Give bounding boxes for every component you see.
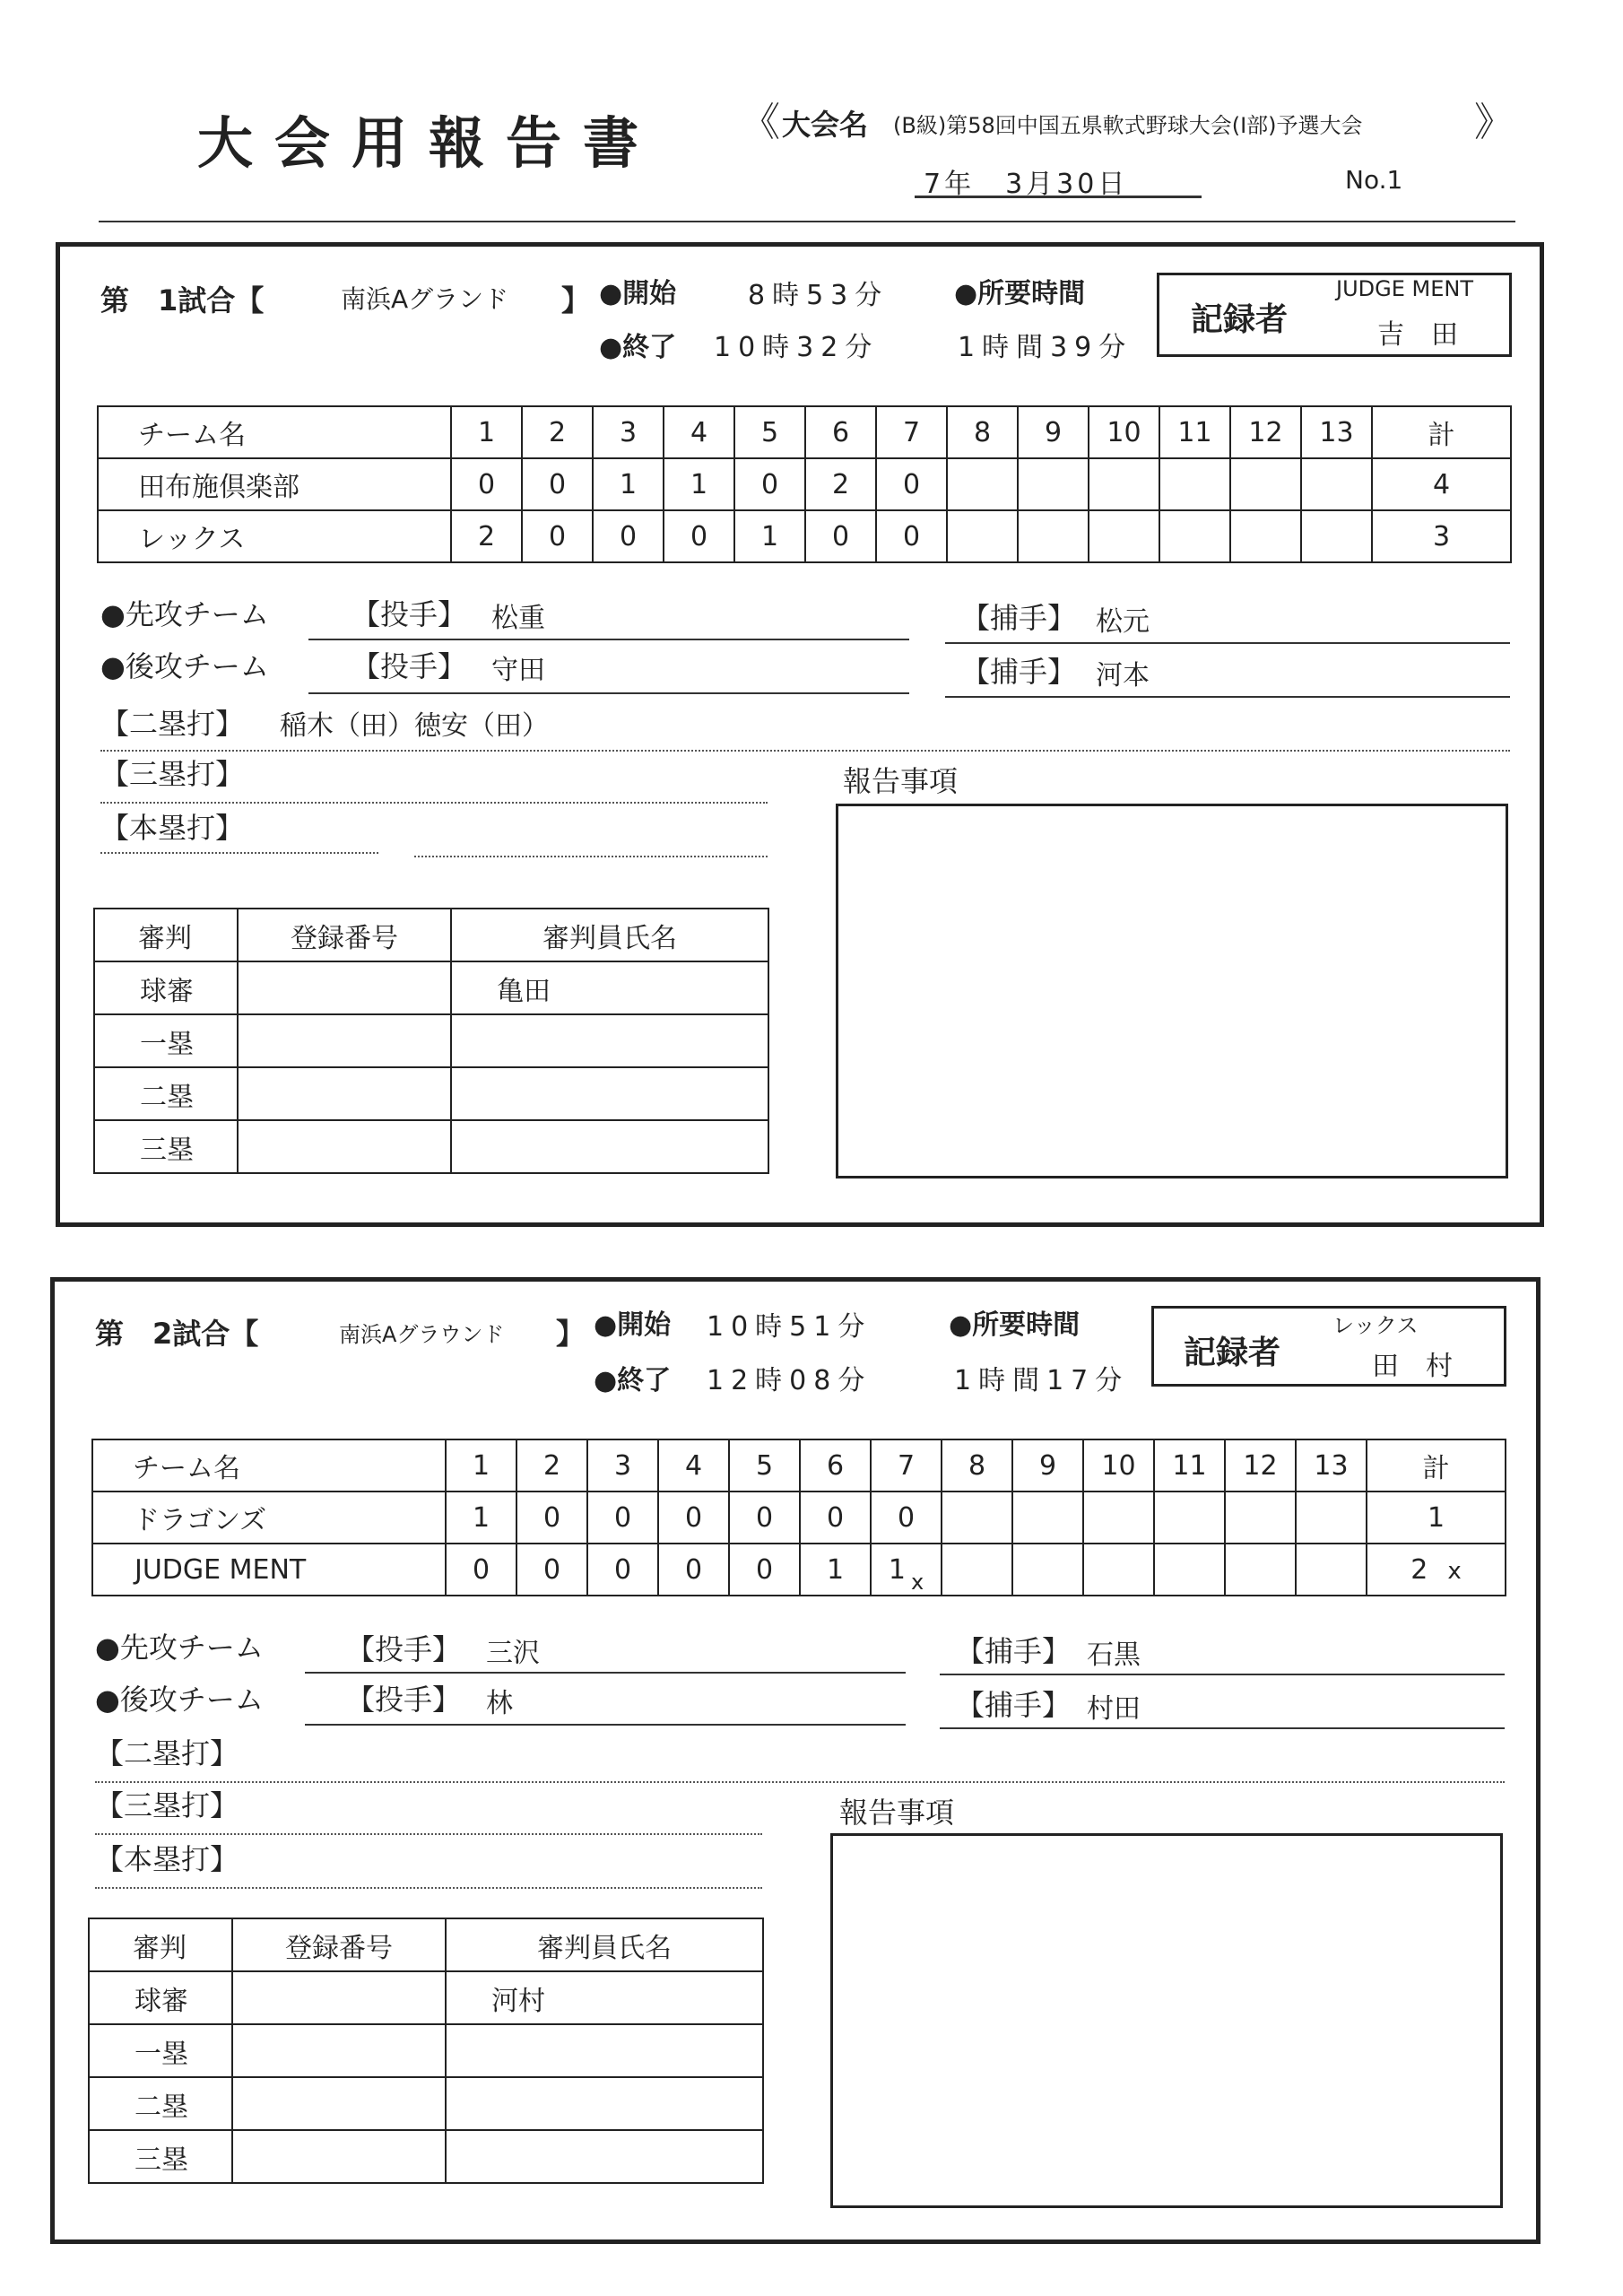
inning-score [1083, 1492, 1154, 1544]
team-name: レックス [98, 510, 451, 562]
start-time: 8時53分 [748, 280, 890, 311]
tournament-name: (B級)第58回中国五県軟式野球大会(Ⅰ部)予選大会 [893, 113, 1363, 138]
second-catcher: 河本 [1096, 660, 1150, 691]
umpire-table [88, 1918, 764, 2184]
total-score: 3 [1372, 510, 1511, 562]
inning-header: 5 [729, 1439, 800, 1492]
triple-label: 【三塁打】 [100, 757, 245, 791]
recorder-team: JUDGE MENT [1336, 276, 1473, 301]
inning-header: 9 [1018, 406, 1089, 458]
first-pitcher: 三沢 [486, 1638, 540, 1669]
report-label: 報告事項 [843, 764, 959, 798]
inning-header: 13 [1301, 406, 1372, 458]
umpire-header: 登録番号 [232, 1918, 446, 1971]
duration-value: 1時間17分 [954, 1365, 1130, 1396]
inning-score [1089, 458, 1159, 510]
header-rule [99, 221, 1515, 222]
pitcher-label: 【投手】 [352, 649, 467, 683]
umpire-row [94, 1014, 768, 1067]
inning-score: 0 [729, 1492, 800, 1544]
ground-bracket-close: 】 [561, 283, 591, 317]
report-date: 7年 3月30日 [924, 169, 1129, 200]
scoreboard-row [92, 1492, 1506, 1544]
first-team-label: ●先攻チーム [95, 1631, 264, 1665]
end-time: 12時08分 [707, 1365, 872, 1396]
inning-score [1301, 510, 1372, 562]
first-pitcher-line [305, 1672, 906, 1674]
inning-score [1159, 510, 1230, 562]
umpire-reg-number [232, 2024, 446, 2077]
tournament-label: 大会名 [782, 108, 869, 142]
end-time: 10時32分 [714, 332, 880, 363]
game-label: 第 2試合【 [95, 1317, 259, 1351]
inning-score [1296, 1544, 1367, 1596]
umpire-name [446, 2130, 763, 2183]
report-label: 報告事項 [839, 1796, 955, 1830]
umpire-row [89, 2077, 763, 2130]
inning-score [1154, 1544, 1225, 1596]
umpire-name [446, 2077, 763, 2130]
umpire-row [94, 1120, 768, 1173]
team-name: 田布施倶楽部 [98, 458, 451, 510]
first-catcher-line [940, 1674, 1505, 1675]
umpire-reg-number [238, 1014, 451, 1067]
pitcher-label: 【投手】 [352, 597, 467, 631]
inning-score: 0 [451, 458, 522, 510]
umpire-header: 審判員氏名 [446, 1918, 763, 1971]
inning-score: 0 [800, 1492, 871, 1544]
inning-score [1301, 458, 1372, 510]
umpire-reg-number [238, 1067, 451, 1120]
inning-score: 1 [664, 458, 734, 510]
inning-header: 12 [1230, 406, 1301, 458]
inning-score [1083, 1544, 1154, 1596]
second-pitcher-line [305, 1724, 906, 1726]
inning-score [1018, 510, 1089, 562]
inning-score: 0 [658, 1492, 729, 1544]
umpire-position: 球審 [94, 961, 238, 1014]
recorder-label: 記録者 [1191, 301, 1289, 338]
catcher-label: 【捕手】 [961, 601, 1077, 635]
double-label: 【二塁打】 [100, 707, 245, 741]
inning-header: 1 [451, 406, 522, 458]
report-number: No.1 [1345, 165, 1403, 195]
inning-score-value: 1 [888, 1553, 906, 1586]
inning-score [1230, 458, 1301, 510]
inning-score: 0 [658, 1544, 729, 1596]
double-line [95, 1781, 1505, 1783]
inning-score [1012, 1544, 1083, 1596]
total-score: 4 [1372, 458, 1511, 510]
umpire-position: 三塁 [94, 1120, 238, 1173]
umpire-name [451, 1067, 768, 1120]
inning-score: 0 [876, 510, 947, 562]
inning-score-7 [871, 1544, 942, 1596]
umpire-table [93, 908, 769, 1174]
inning-header: 6 [800, 1439, 871, 1492]
bracket-open: 《 [741, 100, 780, 145]
team-name-header: チーム名 [98, 406, 451, 458]
inning-header: 6 [805, 406, 876, 458]
inning-header: 5 [734, 406, 805, 458]
pitcher-label: 【投手】 [346, 1683, 462, 1717]
inning-header: 4 [664, 406, 734, 458]
total-header: 計 [1372, 406, 1511, 458]
first-pitcher: 松重 [491, 603, 545, 634]
inning-score: 0 [805, 510, 876, 562]
total-header: 計 [1367, 1439, 1506, 1492]
umpire-header-row [89, 1918, 763, 1971]
duration-label: ●所要時間 [954, 278, 1086, 309]
inning-score: 2 [805, 458, 876, 510]
ground-bracket-close: 】 [556, 1317, 586, 1351]
inning-score: 0 [522, 458, 593, 510]
scoreboard-row [98, 510, 1511, 562]
umpire-position: 三塁 [89, 2130, 232, 2183]
start-label: ●開始 [599, 278, 677, 309]
total-score-cell [1367, 1544, 1506, 1596]
team-name-header: チーム名 [92, 1439, 446, 1492]
second-pitcher: 守田 [491, 655, 545, 686]
recorder-label: 記録者 [1184, 1335, 1281, 1371]
homerun-label: 【本塁打】 [100, 811, 245, 845]
inning-score: 0 [446, 1544, 516, 1596]
second-catcher: 村田 [1087, 1693, 1141, 1725]
inning-score: 0 [587, 1544, 658, 1596]
x-mark: x [910, 1569, 924, 1595]
game-label: 第 1試合【 [100, 283, 265, 317]
team-name: JUDGE MENT [92, 1544, 446, 1596]
umpire-reg-number [238, 1120, 451, 1173]
umpire-name [451, 1120, 768, 1173]
inning-score: 0 [593, 510, 664, 562]
duration-label: ●所要時間 [949, 1309, 1081, 1341]
start-time: 10時51分 [707, 1311, 872, 1343]
umpire-row [89, 2024, 763, 2077]
scoreboard [97, 405, 1512, 563]
first-pitcher-line [308, 639, 909, 640]
umpire-header-row [94, 909, 768, 961]
inning-score [947, 510, 1018, 562]
scoreboard-row [98, 458, 1511, 510]
second-team-label: ●後攻チーム [95, 1683, 264, 1717]
recorder-name: 吉 田 [1377, 319, 1458, 351]
homerun-label: 【本塁打】 [95, 1842, 239, 1876]
first-catcher-line [945, 642, 1510, 644]
umpire-row [94, 1067, 768, 1120]
inning-header: 12 [1225, 1439, 1296, 1492]
double-label: 【二塁打】 [95, 1736, 239, 1770]
umpire-name [446, 2024, 763, 2077]
end-label: ●終了 [599, 332, 677, 363]
umpire-reg-number [232, 2130, 446, 2183]
triple-line [100, 802, 768, 804]
umpire-header: 審判 [89, 1918, 232, 1971]
total-score: 2 [1410, 1553, 1428, 1586]
inning-header: 13 [1296, 1439, 1367, 1492]
second-team-label: ●後攻チーム [100, 649, 269, 683]
inning-score [1230, 510, 1301, 562]
inning-header: 9 [1012, 1439, 1083, 1492]
homerun-line [95, 1887, 762, 1889]
inning-score: 1 [446, 1492, 516, 1544]
inning-header: 11 [1154, 1439, 1225, 1492]
catcher-label: 【捕手】 [961, 655, 1077, 689]
umpire-reg-number [232, 2077, 446, 2130]
second-pitcher: 林 [486, 1688, 513, 1719]
inning-score [942, 1544, 1012, 1596]
double-line [100, 750, 1510, 752]
second-pitcher-line [308, 692, 909, 694]
umpire-position: 二塁 [89, 2077, 232, 2130]
inning-score: 0 [734, 458, 805, 510]
inning-score: 0 [664, 510, 734, 562]
triple-line [95, 1833, 762, 1835]
inning-header: 1 [446, 1439, 516, 1492]
start-label: ●開始 [594, 1309, 672, 1341]
inning-score: 0 [729, 1544, 800, 1596]
inning-header: 2 [522, 406, 593, 458]
homerun-line-a [100, 852, 378, 854]
scoreboard [91, 1439, 1506, 1596]
umpire-reg-number [232, 1971, 446, 2024]
pitcher-label: 【投手】 [346, 1632, 462, 1666]
inning-score [1012, 1492, 1083, 1544]
recorder-team: レックス [1332, 1313, 1419, 1338]
ground-name: 南浜Aグランド [341, 284, 509, 314]
inning-header: 10 [1083, 1439, 1154, 1492]
bracket-close: 》 [1474, 100, 1514, 145]
inning-score: 2 [451, 510, 522, 562]
catcher-label: 【捕手】 [956, 1688, 1072, 1722]
inning-score: 0 [871, 1492, 942, 1544]
inning-header: 10 [1089, 406, 1159, 458]
scoreboard-header-row [92, 1439, 1506, 1492]
umpire-position: 一塁 [89, 2024, 232, 2077]
recorder-name: 田 村 [1372, 1351, 1453, 1382]
inning-header: 7 [876, 406, 947, 458]
report-title: 大会用報告書 [197, 110, 661, 176]
inning-score: 1 [734, 510, 805, 562]
inning-score [947, 458, 1018, 510]
umpire-header: 登録番号 [238, 909, 451, 961]
inning-header: 8 [942, 1439, 1012, 1492]
catcher-label: 【捕手】 [956, 1634, 1072, 1668]
inning-header: 2 [516, 1439, 587, 1492]
second-catcher-line [940, 1727, 1505, 1729]
scoreboard-header-row [98, 406, 1511, 458]
inning-header: 3 [593, 406, 664, 458]
umpire-header: 審判員氏名 [451, 909, 768, 961]
inning-score: 0 [522, 510, 593, 562]
inning-score: 0 [516, 1544, 587, 1596]
inning-header: 4 [658, 1439, 729, 1492]
date-underline [915, 196, 1202, 198]
inning-score [942, 1492, 1012, 1544]
inning-score [1018, 458, 1089, 510]
total-score: 1 [1367, 1492, 1506, 1544]
inning-header: 7 [871, 1439, 942, 1492]
inning-score [1159, 458, 1230, 510]
inning-score [1296, 1492, 1367, 1544]
umpire-reg-number [238, 961, 451, 1014]
umpire-header: 審判 [94, 909, 238, 961]
second-catcher-line [945, 696, 1510, 698]
inning-score [1154, 1492, 1225, 1544]
inning-score [1089, 510, 1159, 562]
inning-score: 0 [587, 1492, 658, 1544]
report-box [830, 1833, 1503, 2208]
homerun-line-b [414, 856, 768, 857]
inning-header: 8 [947, 406, 1018, 458]
umpire-row [89, 2130, 763, 2183]
team-name: ドラゴンズ [92, 1492, 446, 1544]
inning-header: 3 [587, 1439, 658, 1492]
first-catcher: 石黒 [1087, 1639, 1141, 1671]
inning-header: 11 [1159, 406, 1230, 458]
umpire-position: 球審 [89, 1971, 232, 2024]
umpire-name: 河村 [446, 1971, 763, 2024]
umpire-row [94, 961, 768, 1014]
inning-score: 0 [516, 1492, 587, 1544]
doubles-value: 稲木（田）徳安（田） [280, 710, 549, 742]
inning-score [1225, 1544, 1296, 1596]
end-label: ●終了 [594, 1365, 672, 1396]
first-catcher: 松元 [1096, 606, 1150, 638]
inning-score: 0 [876, 458, 947, 510]
umpire-name: 亀田 [451, 961, 768, 1014]
umpire-position: 一塁 [94, 1014, 238, 1067]
inning-score: 1 [593, 458, 664, 510]
scoreboard-row [92, 1544, 1506, 1596]
duration-value: 1時間39分 [958, 332, 1133, 363]
first-team-label: ●先攻チーム [100, 597, 269, 631]
x-mark: x [1447, 1557, 1462, 1585]
ground-name: 南浜Aグラウンド [339, 1322, 505, 1347]
report-box [836, 804, 1508, 1178]
umpire-name [451, 1014, 768, 1067]
triple-label: 【三塁打】 [95, 1788, 239, 1822]
umpire-position: 二塁 [94, 1067, 238, 1120]
inning-score: 1 [800, 1544, 871, 1596]
umpire-row [89, 1971, 763, 2024]
inning-score [1225, 1492, 1296, 1544]
